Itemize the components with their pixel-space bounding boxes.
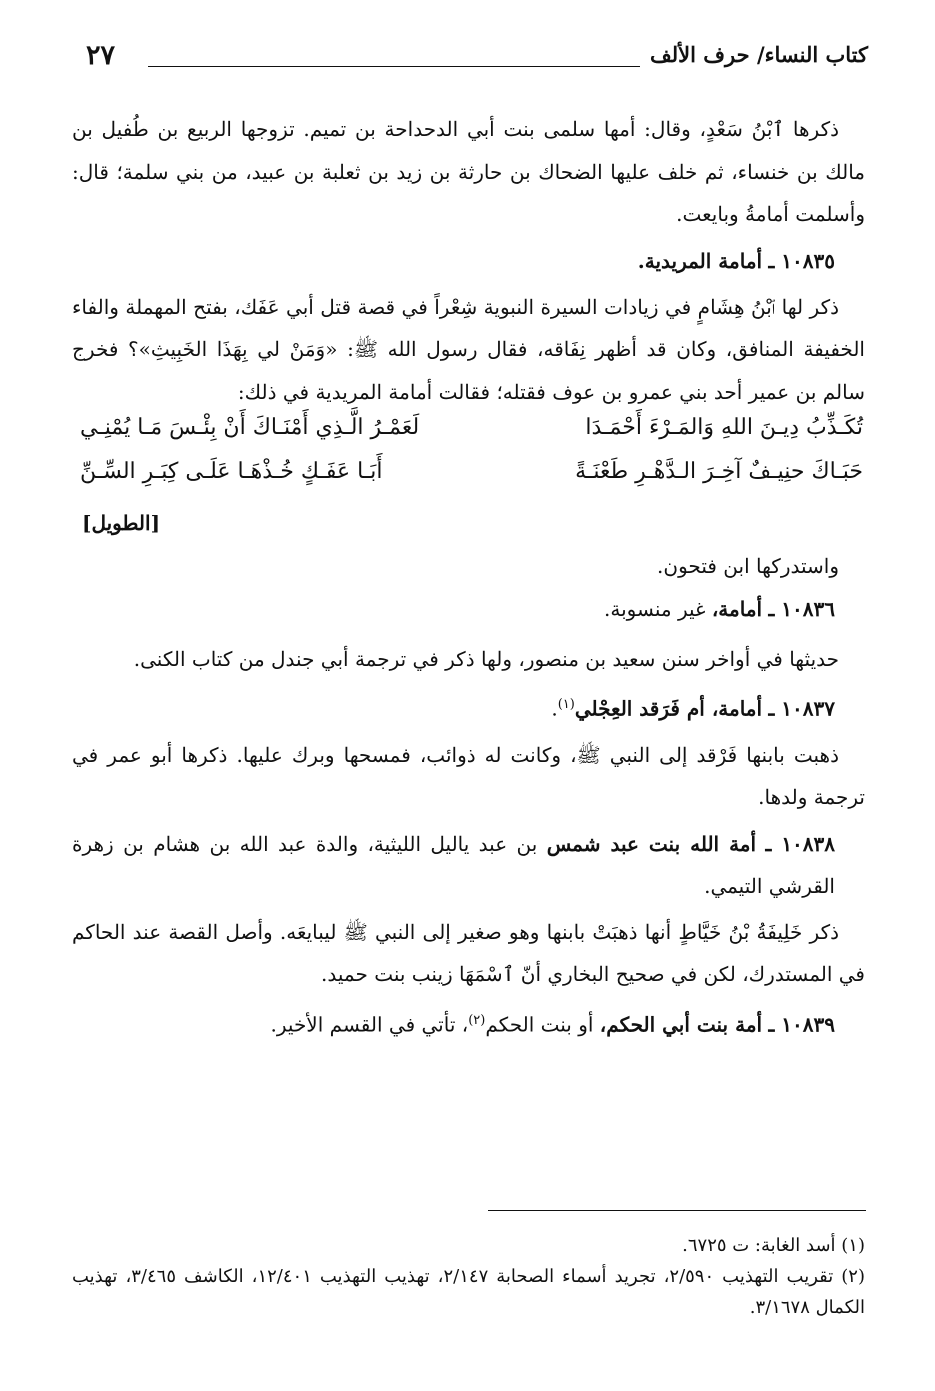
verse-line-2	[72, 459, 865, 503]
verse-2-second-hemistich: أَبَـا عَفَـكٍ خُـذْهَـا عَلَـى كِبَـرِ السِّـنِّ	[80, 459, 383, 484]
entry-heading-10836	[72, 588, 865, 630]
entry-heading-10837	[72, 684, 865, 730]
page-number: ٢٧	[86, 40, 116, 71]
entry-heading-10838	[72, 823, 865, 907]
paragraph-biography: ذكرها ٱبْنُ سَعْدٍ، وقال: أمها سلمى بنت أبي الدحداحة بن تميم. تزوجها الربيع بن طُفيل بن مالك بن خنساء، ثم خلف عليها الضحاك بن حارثة بن زيد بن ثعلبة بن عبيد، من بني سلمة؛ قال: وأسلمت أمامةُ وبايعت.	[72, 117, 865, 226]
footnote-ref: (٢)	[468, 1012, 486, 1028]
entry-number: ١٠٨٣٦ ـ	[768, 596, 835, 621]
running-header	[86, 40, 868, 80]
header-rule	[148, 66, 640, 67]
running-title: كتاب النساء/ حرف الألف	[650, 42, 868, 67]
verse-line-1	[72, 415, 865, 459]
paragraph-khalifa: ذكر خَلِيفَةُ بْنُ خَيَّاطٍ أنها ذهبَتْ بابنها وهو صغير إلى النبي ﷺ ليبايعَه. وأصل القصة عند الحاكم في المستدرك، لكن في صحيح البخاري أنّ ٱسْمَهَا زينب بنت حميد.	[72, 919, 865, 987]
entry-end: .	[551, 696, 558, 721]
paragraph-poem-context: ذكر لها ٱبْنُ هِشَامٍ في زيادات السيرة النبوية شِعْراً في قصة قتل أبي عَفَك، بفتح المهملة والفاء الخفيفة المنافق، وكان قد أظهر نِفَاقه، فقال رسول الله ﷺ: «وَمَنْ لي بِهَذَا الخَبِيثِ»؟ فخرج سالم بن عمير أحد بني عمرو بن عوف فقتله؛ فقالت أمامة المريدية في ذلك:	[72, 294, 865, 404]
entry-name: أمامة، أم فَرَقد العِجْلي	[574, 696, 763, 721]
entry-rest: بن عبد ياليل الليثية، والدة عبد الله بن هشام بن زهرة القرشي التيمي.	[72, 831, 835, 898]
entry-heading-10839	[72, 1000, 865, 1046]
poem-block	[72, 415, 865, 535]
entry-name: أمامة،	[711, 596, 763, 621]
verse-1-second-hemistich: لَعَمْـرُ الَّـذِي أَمْنَـاكَ أَنْ بِئْـسَ مَـا يُمْنِـي	[80, 415, 420, 440]
footnote-1: (١) أسد الغابة: ت ٦٧٢٥.	[682, 1235, 865, 1256]
footnote-ref: (١)	[557, 697, 575, 712]
paragraph-hadith: حديثها في أواخر سنن سعيد بن منصور، ولها ذكر في ترجمة أبي جندل من كتاب الكنى.	[133, 646, 839, 671]
entry-heading-10835	[72, 240, 865, 282]
verse-1-first-hemistich: تُكَـذِّبُ دِيـنَ اللهِ وَالمَـرْءَ أَحْمَـدَا	[585, 415, 863, 440]
poem-meter: [الطويل]	[82, 511, 161, 535]
paragraph-istidrak: واستدركها ابن فتحون.	[657, 554, 839, 578]
entry-rest: غير منسوبة.	[604, 596, 712, 621]
footnote-2: (٢) تقريب التهذيب ٢/٥٩٠، تجريد أسماء الصحابة ٢/١٤٧، تهذيب التهذيب ١٢/٤٠١، الكاشف ٣/٤٦٥، تهذيب الكمال ٣/١٦٧٨.	[72, 1266, 865, 1318]
entry-number: ١٠٨٣٧ ـ	[768, 696, 835, 721]
footnotes	[72, 1230, 865, 1323]
footnote-separator	[488, 1210, 866, 1211]
entry-name: أمامة المريدية.	[637, 248, 763, 273]
entry-end: ، تأتي في القسم الأخير.	[270, 1012, 469, 1037]
entry-number: ١٠٨٣٥ ـ	[768, 248, 835, 273]
entry-rest: أو بنت الحكم	[485, 1012, 600, 1037]
entry-name: أمة بنت أبي الحكم،	[599, 1012, 763, 1037]
entry-number: ١٠٨٣٨ ـ	[765, 831, 836, 856]
verse-2-first-hemistich: حَبَـاكَ حنِيـفٌ آخِـرَ الـدَّهْـرِ طَعْنَـةً	[575, 459, 863, 484]
paragraph-farqad: ذهبت بابنها فَرْقد إلى النبي ﷺ، وكانت له ذوائب، فمسحها وبرك عليها. ذكرها أبو عمر في ترجمة ولدها.	[72, 742, 865, 810]
entry-number: ١٠٨٣٩ ـ	[768, 1012, 835, 1037]
page-body	[72, 108, 865, 1045]
entry-name: أمة الله بنت عبد شمس	[546, 831, 757, 856]
